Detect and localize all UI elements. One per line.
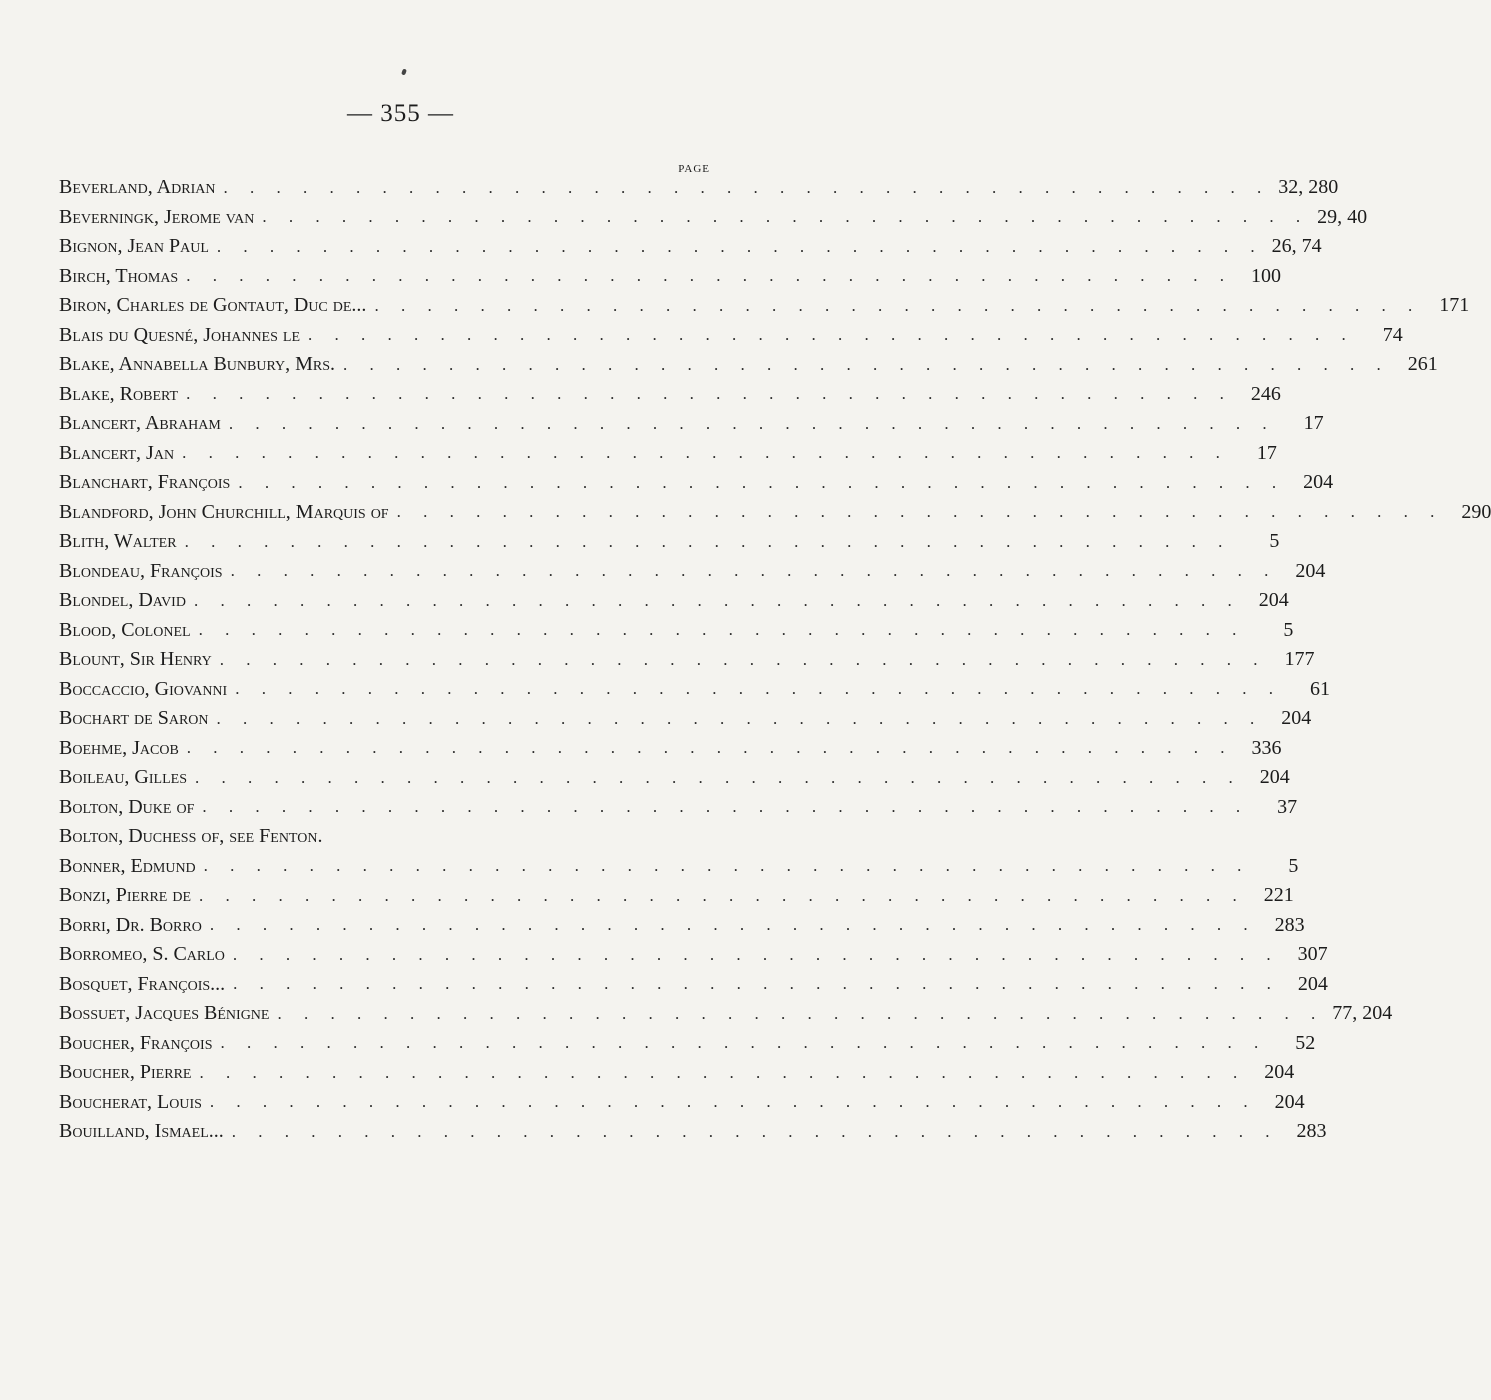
index-entry bbox=[59, 999, 1393, 1029]
entry-name: Blake, Robert bbox=[59, 382, 179, 405]
entry-name: Blake, Annabella Bunbury, Mrs. bbox=[59, 353, 336, 376]
dot-leader: . . . . . . . . . . . . . . . . . . . . . . . . . . . . . . . . . . . . . . . . bbox=[216, 708, 1264, 728]
entry-name: Blith, Walter bbox=[59, 530, 177, 553]
entry-name: Bossuet, Jacques Bénigne bbox=[59, 1002, 270, 1025]
index-entry bbox=[59, 940, 1328, 970]
dot-leader: . . . . . . . . . . . . . . . . . . . . . . . . . . . . . . . . . . . . . . . . bbox=[186, 738, 1234, 758]
entry-page: 204 bbox=[1274, 1090, 1305, 1113]
dot-leader: . . . . . . . . . . . . . . . . . . . . . . . . . . . . . . . . . . . . . . . . bbox=[186, 384, 1233, 404]
entry-page: 221 bbox=[1263, 884, 1294, 907]
entry-page: 171 bbox=[1439, 294, 1470, 317]
index-entry bbox=[59, 262, 1281, 292]
dot-leader: . . . . . . . . . . . . . . . . . . . . . . . . . . . . . . . . . . . . . . . . bbox=[194, 767, 1242, 787]
entry-name: Boucher, Pierre bbox=[59, 1061, 192, 1084]
entry-page: 204 bbox=[1281, 707, 1312, 730]
entry-page: 204 bbox=[1303, 471, 1334, 494]
entry-page: 5 bbox=[1283, 618, 1294, 641]
index-entry bbox=[59, 557, 1326, 587]
entry-page: 17 bbox=[1256, 441, 1277, 464]
index-entry bbox=[59, 852, 1299, 882]
dot-leader: . . . . . . . . . . . . . . . . . . . . . . . . . . . . . . . . . . . . . . . . bbox=[202, 797, 1250, 817]
entry-page: 336 bbox=[1251, 736, 1282, 759]
dot-leader: . . . . . . . . . . . . . . . . . . . . . . . . . . . . . . . . . . . . . . . . bbox=[343, 354, 1390, 374]
ink-speck bbox=[401, 68, 407, 75]
entry-name: Blondeau, François bbox=[59, 559, 223, 582]
entry-page: 204 bbox=[1295, 559, 1326, 582]
entry-name: Blancert, Jan bbox=[59, 441, 175, 464]
index-entry bbox=[59, 911, 1305, 941]
entry-name: Bosquet, François... bbox=[59, 972, 226, 995]
dot-leader: . . . . . . . . . . . . . . . . . . . . . . . . . . . . . . . . . . . . . . . . bbox=[216, 236, 1264, 256]
index-entry bbox=[59, 291, 1470, 321]
entry-page: 177 bbox=[1284, 648, 1315, 671]
entry-page: 283 bbox=[1296, 1120, 1327, 1143]
index-entry bbox=[59, 793, 1298, 823]
dot-leader: . . . . . . . . . . . . . . . . . . . . . . . . . . . . . . . . . . . . . . . . bbox=[235, 679, 1282, 699]
entry-page: 204 bbox=[1259, 766, 1290, 789]
dot-leader: . . . . . . . . . . . . . . . . . . . . . . . . . . . . . . . . . . . . . . . . bbox=[238, 472, 1286, 492]
entry-page: 204 bbox=[1297, 972, 1328, 995]
entry-page: 26, 74 bbox=[1271, 235, 1322, 258]
index-entry bbox=[59, 439, 1277, 469]
index-entry bbox=[59, 616, 1294, 646]
page-number: — 355 — bbox=[347, 100, 454, 127]
index-entry bbox=[59, 468, 1334, 498]
entry-name: Bonner, Edmund bbox=[59, 854, 196, 877]
dot-leader: . . . . . . . . . . . . . . . . . . . . . . . . . . . . . . . . . . . . . . . . bbox=[199, 1062, 1247, 1082]
entry-name: Blanchart, François bbox=[59, 471, 231, 494]
entry-name: Beverland, Adrian bbox=[59, 176, 216, 199]
entry-name: Boehme, Jacob bbox=[59, 736, 179, 759]
dot-leader: . . . . . . . . . . . . . . . . . . . . . . . . . . . . . . . . . . . . . . . . bbox=[184, 531, 1232, 551]
dot-leader: . . . . . . . . . . . . . . . . . . . . . . . . . . . . . . . . . . . . . . . . bbox=[223, 177, 1271, 197]
index-entry bbox=[59, 1029, 1316, 1059]
index-entry bbox=[59, 704, 1312, 734]
dot-leader: . . . . . . . . . . . . . . . . . . . . . . . . . . . . . . . . . . . . . . . . bbox=[199, 885, 1246, 905]
dot-leader: . . . . . . . . . . . . . . . . . . . . . . . . . . . . . . . . . . . . . . . . bbox=[219, 649, 1267, 669]
entry-page: 261 bbox=[1407, 353, 1438, 376]
entry-page: 5 bbox=[1288, 854, 1299, 877]
entry-name: Boucher, François bbox=[59, 1031, 213, 1054]
dot-leader: . . . . . . . . . . . . . . . . . . . . . . . . . . . . . . . . . . . . . . . . bbox=[374, 295, 1422, 315]
entry-page: 283 bbox=[1274, 913, 1305, 936]
index-entry bbox=[59, 409, 1324, 439]
index-entry bbox=[59, 763, 1290, 793]
dot-leader: . . . . . . . . . . . . . . . . . . . . . . . . . . . . . . . . . . . . . . . . bbox=[209, 1092, 1257, 1112]
index-entry bbox=[59, 498, 1491, 528]
entry-page: 307 bbox=[1297, 943, 1328, 966]
dot-leader: . . . . . . . . . . . . . . . . . . . . . . . . . . . . . . . . . . . . . . . . bbox=[193, 590, 1241, 610]
entry-name: Boileau, Gilles bbox=[59, 766, 187, 789]
entry-page: 37 bbox=[1277, 795, 1298, 818]
entry-page: 74 bbox=[1382, 323, 1403, 346]
entry-name: Bouilland, Ismael... bbox=[59, 1120, 224, 1143]
entry-name: Birch, Thomas bbox=[59, 264, 179, 287]
dot-leader: . . . . . . . . . . . . . . . . . . . . . . . . . . . . . . . . . . . . . . . . bbox=[182, 443, 1229, 463]
entry-page: 77, 204 bbox=[1332, 1002, 1393, 1025]
entry-page: 246 bbox=[1250, 382, 1281, 405]
entry-page: 29, 40 bbox=[1317, 205, 1368, 228]
entry-name: Boccaccio, Giovanni bbox=[59, 677, 228, 700]
dot-leader: . . . . . . . . . . . . . . . . . . . . . . . . . . . . . . . . . . . . . . . . bbox=[277, 1003, 1325, 1023]
entry-page: 100 bbox=[1250, 264, 1281, 287]
entry-name: Borri, Dr. Borro bbox=[59, 913, 202, 936]
dot-leader: . . . . . . . . . . . . . . . . . . . . . . . . . . . . . . . . . . . . . . . . bbox=[230, 561, 1278, 581]
entry-page: 32, 280 bbox=[1278, 176, 1339, 199]
page-column-header: PAGE bbox=[678, 163, 710, 175]
entry-name: Bochart de Saron bbox=[59, 707, 209, 730]
index-entry bbox=[59, 232, 1322, 262]
entry-name: Bignon, Jean Paul bbox=[59, 235, 209, 258]
dot-leader: . . . . . . . . . . . . . . . . . . . . . . . . . . . . . . . . . . . . . . . . bbox=[231, 1121, 1279, 1141]
index-entry bbox=[59, 645, 1315, 675]
dot-leader: . . . . . . . . . . . . . . . . . . . . . . . . . . . . . . . . . . . . . . . . bbox=[308, 325, 1355, 345]
index-entry bbox=[59, 380, 1281, 410]
entry-name: Blood, Colonel bbox=[59, 618, 191, 641]
dot-leader: . . . . . . . . . . . . . . . . . . . . . . . . . . . . . . . . . . . . . . . . bbox=[203, 856, 1251, 876]
index-entry bbox=[59, 350, 1438, 380]
entry-name: Blount, Sir Henry bbox=[59, 648, 212, 671]
entry-name: Beverningk, Jerome van bbox=[59, 205, 255, 228]
index-entry bbox=[59, 970, 1328, 1000]
index-entry bbox=[59, 822, 711, 852]
index-list bbox=[59, 173, 1491, 1147]
index-entry bbox=[59, 881, 1294, 911]
index-entry bbox=[59, 734, 1282, 764]
entry-name: Bolton, Duchess of, see Fenton. bbox=[59, 825, 323, 848]
index-entry bbox=[59, 203, 1368, 233]
index-entry bbox=[59, 675, 1330, 705]
entry-name: Bolton, Duke of bbox=[59, 795, 195, 818]
entry-name: Biron, Charles de Gontaut, Duc de... bbox=[59, 294, 367, 317]
index-entry bbox=[59, 1117, 1327, 1147]
index-entry bbox=[59, 173, 1339, 203]
index-entry bbox=[59, 527, 1280, 557]
index-entry bbox=[59, 1088, 1305, 1118]
index-entry bbox=[59, 1058, 1295, 1088]
entry-name: Boucherat, Louis bbox=[59, 1090, 202, 1113]
entry-page: 5 bbox=[1269, 530, 1280, 553]
dot-leader: . . . . . . . . . . . . . . . . . . . . . . . . . . . . . . . . . . . . . . . . bbox=[262, 207, 1310, 227]
index-entry bbox=[59, 321, 1403, 351]
entry-name: Blancert, Abraham bbox=[59, 412, 221, 435]
index-entry bbox=[59, 586, 1289, 616]
entry-page: 204 bbox=[1264, 1061, 1295, 1084]
dot-leader: . . . . . . . . . . . . . . . . . . . . . . . . . . . . . . . . . . . . . . . . bbox=[209, 915, 1257, 935]
entry-page: 290 bbox=[1461, 500, 1491, 523]
entry-name: Bonzi, Pierre de bbox=[59, 884, 192, 907]
dot-leader: . . . . . . . . . . . . . . . . . . . . . . . . . . . . . . . . . . . . . . . . bbox=[233, 974, 1280, 994]
dot-leader: . . . . . . . . . . . . . . . . . . . . . . . . . . . . . . . . . . . . . . . . bbox=[228, 413, 1276, 433]
dot-leader: . . . . . . . . . . . . . . . . . . . . . . . . . . . . . . . . . . . . . . . . bbox=[396, 502, 1444, 522]
entry-name: Blais du Quesné, Johannes le bbox=[59, 323, 301, 346]
entry-name: Blondel, David bbox=[59, 589, 186, 612]
entry-page: 17 bbox=[1303, 412, 1324, 435]
entry-name: Borromeo, S. Carlo bbox=[59, 943, 225, 966]
entry-page: 204 bbox=[1258, 589, 1289, 612]
entry-name: Blandford, John Churchill, Marquis of bbox=[59, 500, 389, 523]
entry-page: 61 bbox=[1309, 677, 1330, 700]
dot-leader: . . . . . . . . . . . . . . . . . . . . . . . . . . . . . . . . . . . . . . . . bbox=[232, 944, 1280, 964]
dot-leader: . . . . . . . . . . . . . . . . . . . . . . . . . . . . . . . . . . . . . . . . bbox=[186, 266, 1233, 286]
dot-leader: . . . . . . . . . . . . . . . . . . . . . . . . . . . . . . . . . . . . . . . . bbox=[198, 620, 1246, 640]
entry-page: 52 bbox=[1295, 1031, 1316, 1054]
dot-leader: . . . . . . . . . . . . . . . . . . . . . . . . . . . . . . . . . . . . . . . . bbox=[220, 1033, 1268, 1053]
